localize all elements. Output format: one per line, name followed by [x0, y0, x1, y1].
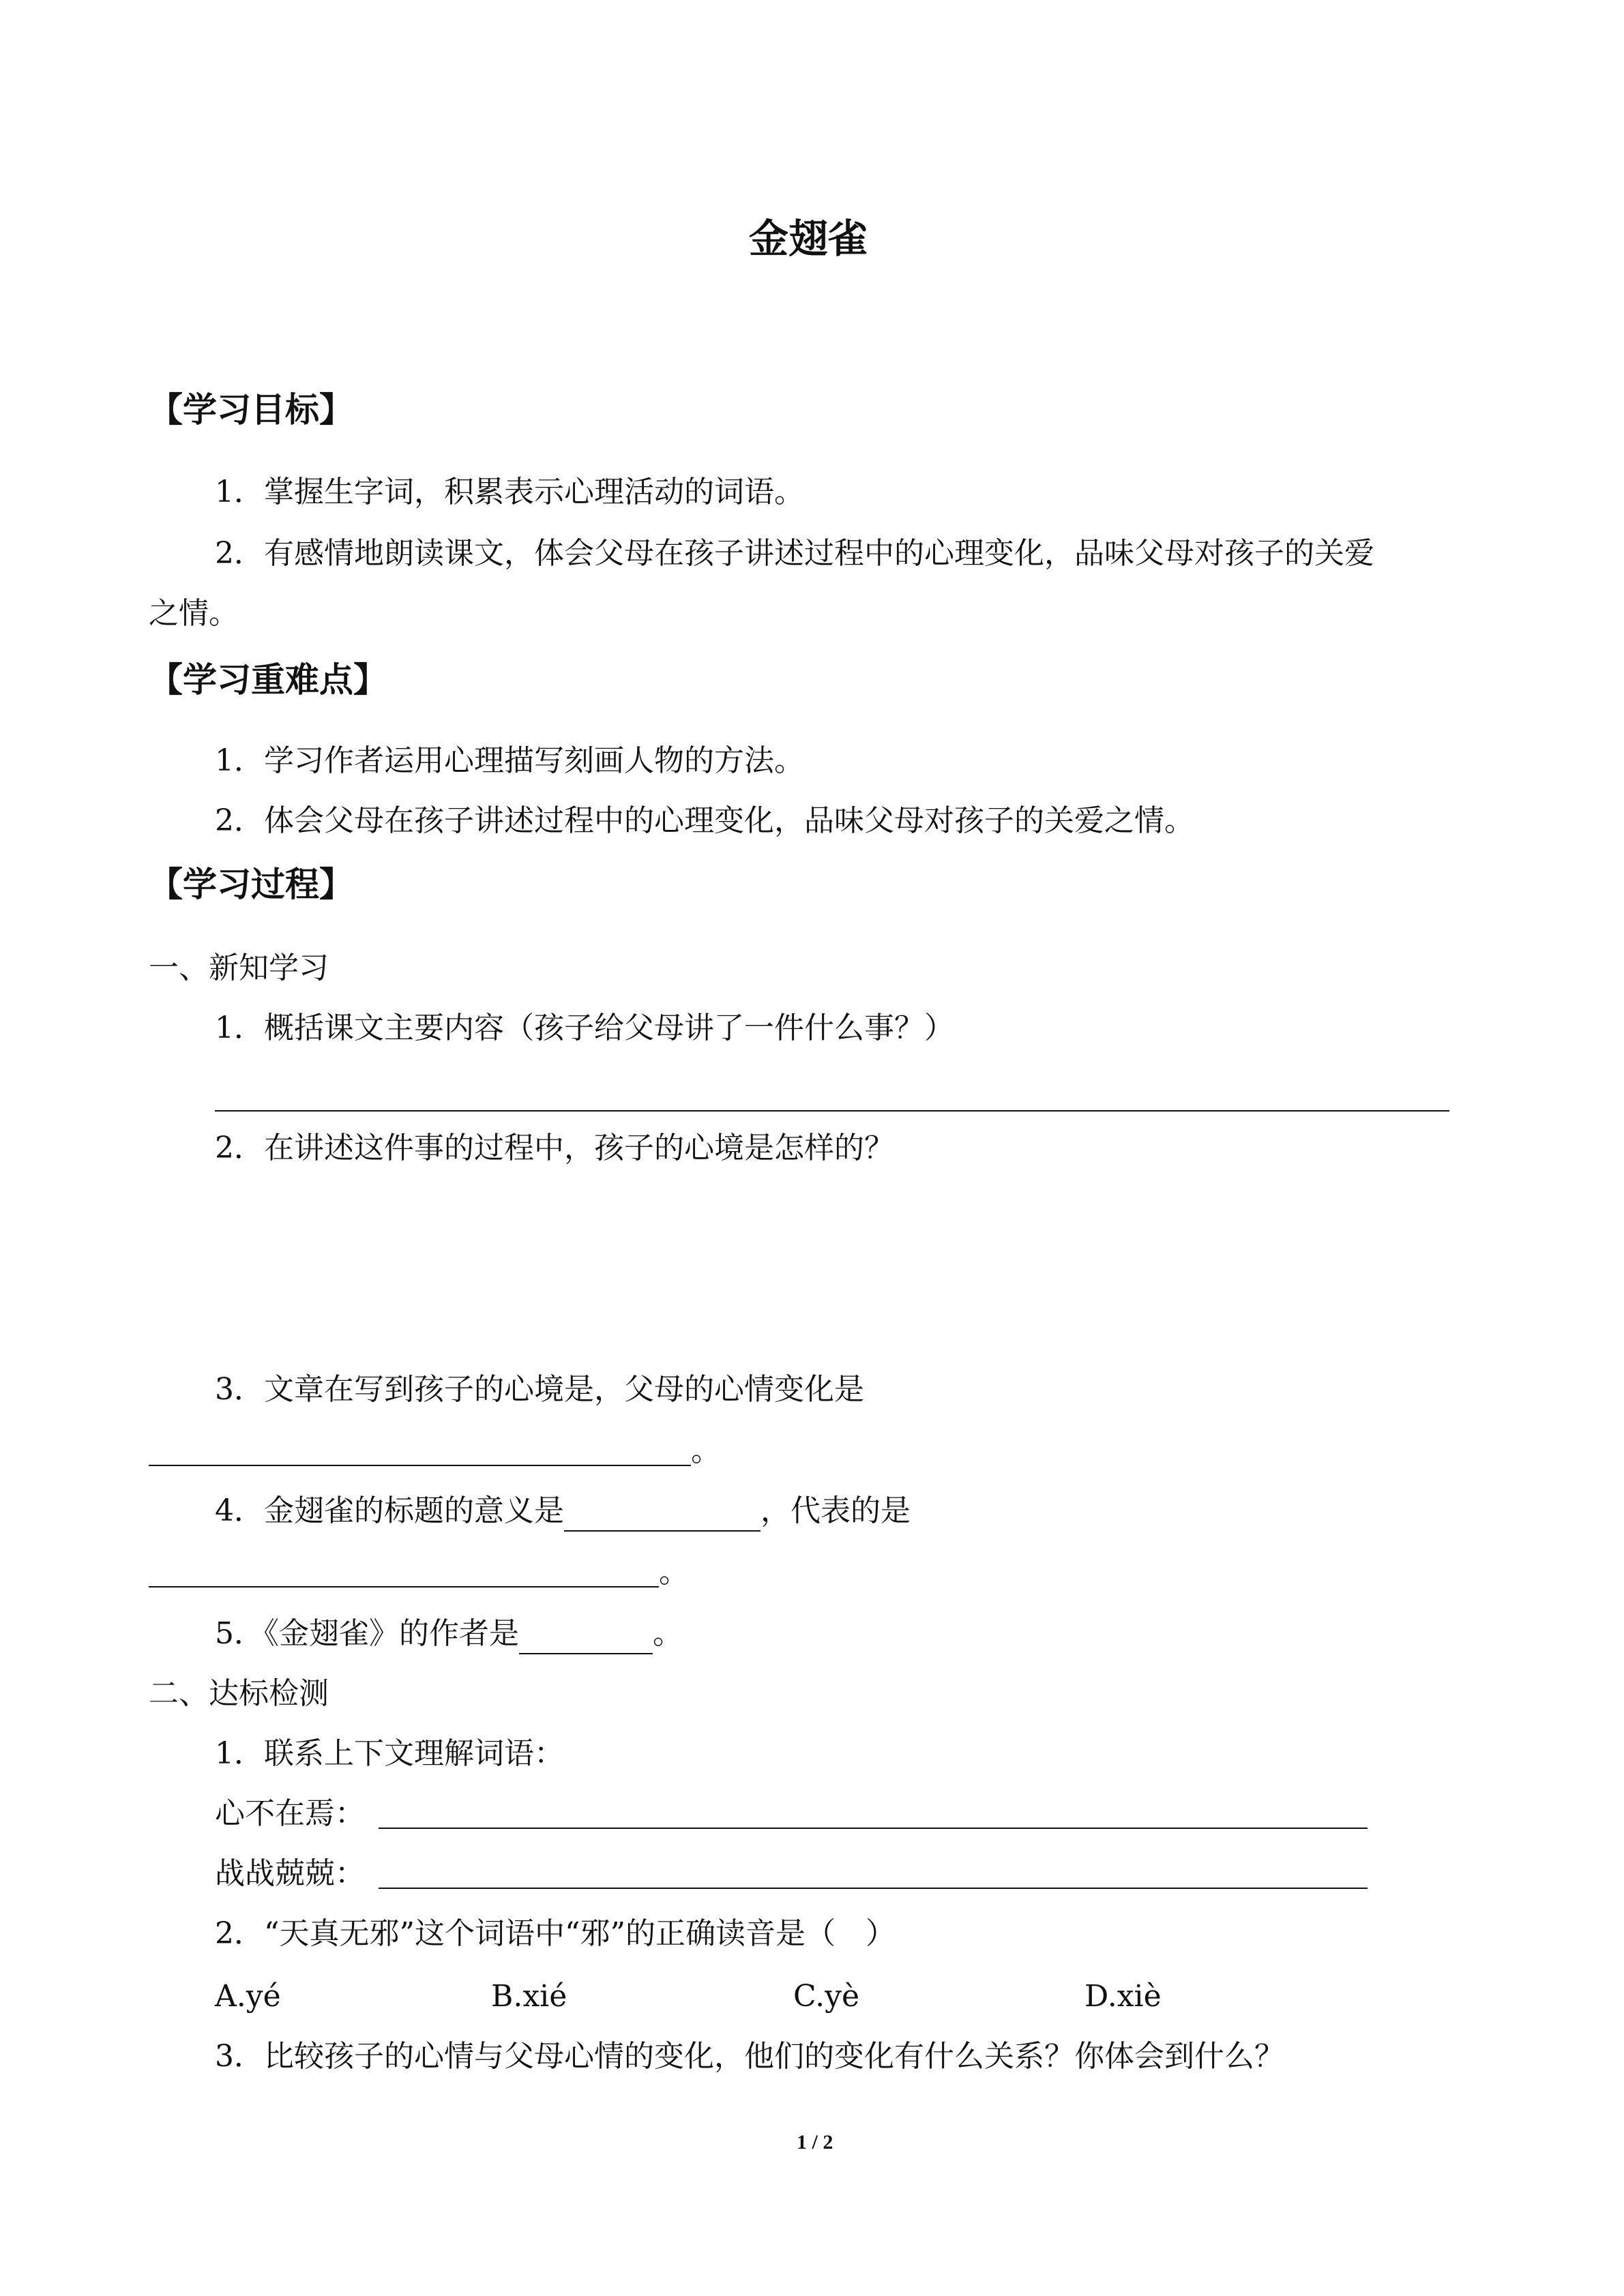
- question-4-mid: ，代表的是: [761, 1493, 911, 1528]
- question-3: 3．文章在写到孩子的心境是，父母的心情变化是: [215, 1372, 864, 1407]
- question-5-end: 。: [653, 1616, 683, 1651]
- option-a[interactable]: A.yé: [215, 1979, 281, 2014]
- question-1: 1．概括课文主要内容（孩子给父母讲了一件什么事？）: [215, 1011, 954, 1045]
- section-heading-key-points: 【学习重难点】: [149, 660, 387, 700]
- check-question-1: 1．联系上下文理解词语：: [215, 1736, 564, 1771]
- part1-label: 一、新知学习: [149, 951, 329, 985]
- section-heading-process: 【学习过程】: [149, 865, 353, 904]
- objective-item-2: 2．有感情地朗读课文，体会父母在孩子讲述过程中的心理变化，品味父母对孩子的关爱: [215, 536, 1374, 571]
- section-heading-objectives: 【学习目标】: [149, 390, 353, 430]
- question-5-start: 5．《金翅雀》的作者是: [215, 1616, 519, 1651]
- page-title: 金翅雀: [749, 215, 868, 262]
- option-c[interactable]: C.yè: [793, 1979, 859, 2014]
- page-number: 1 / 2: [797, 2131, 833, 2153]
- key-point-item-1: 1．学习作者运用心理描写刻画人物的方法。: [215, 743, 804, 778]
- key-point-item-2: 2．体会父母在孩子讲述过程中的心理变化，品味父母对孩子的关爱之情。: [215, 803, 1194, 838]
- check-question-3: 3．比较孩子的心情与父母心情的变化，他们的变化有什么关系？你体会到什么？: [215, 2039, 1284, 2074]
- question-5: [215, 1613, 683, 1654]
- objective-item-1: 1．掌握生字词，积累表示心理活动的词语。: [215, 475, 804, 509]
- check-question-2: 2．“天真无邪”这个词语中“邪”的正确读音是（ ）: [215, 1916, 896, 1951]
- part2-label: 二、达标检测: [149, 1676, 329, 1711]
- question-4: [215, 1491, 911, 1532]
- answer-blank-q5-author[interactable]: [519, 1623, 653, 1654]
- term-2-label: 战战兢兢：: [215, 1856, 365, 1891]
- question-4-start: 4．金翅雀的标题的意义是: [215, 1493, 564, 1528]
- objective-item-2-continued: 之情。: [149, 596, 239, 631]
- question-2: 2．在讲述这件事的过程中，孩子的心境是怎样的？: [215, 1131, 894, 1165]
- option-d[interactable]: D.xiè: [1084, 1979, 1162, 2014]
- answer-line-q3[interactable]: [149, 1465, 691, 1466]
- term-1-label: 心不在焉：: [215, 1796, 365, 1831]
- answer-line-term-1[interactable]: [379, 1828, 1368, 1829]
- answer-line-q1[interactable]: [215, 1110, 1449, 1112]
- answer-blank-q4-meaning[interactable]: [564, 1500, 761, 1532]
- answer-line-q4-represents[interactable]: [149, 1586, 659, 1587]
- answer-line-term-2[interactable]: [379, 1888, 1368, 1889]
- option-b[interactable]: B.xié: [491, 1979, 567, 2014]
- question-4-end: 。: [659, 1555, 689, 1590]
- question-3-end: 。: [691, 1433, 721, 1468]
